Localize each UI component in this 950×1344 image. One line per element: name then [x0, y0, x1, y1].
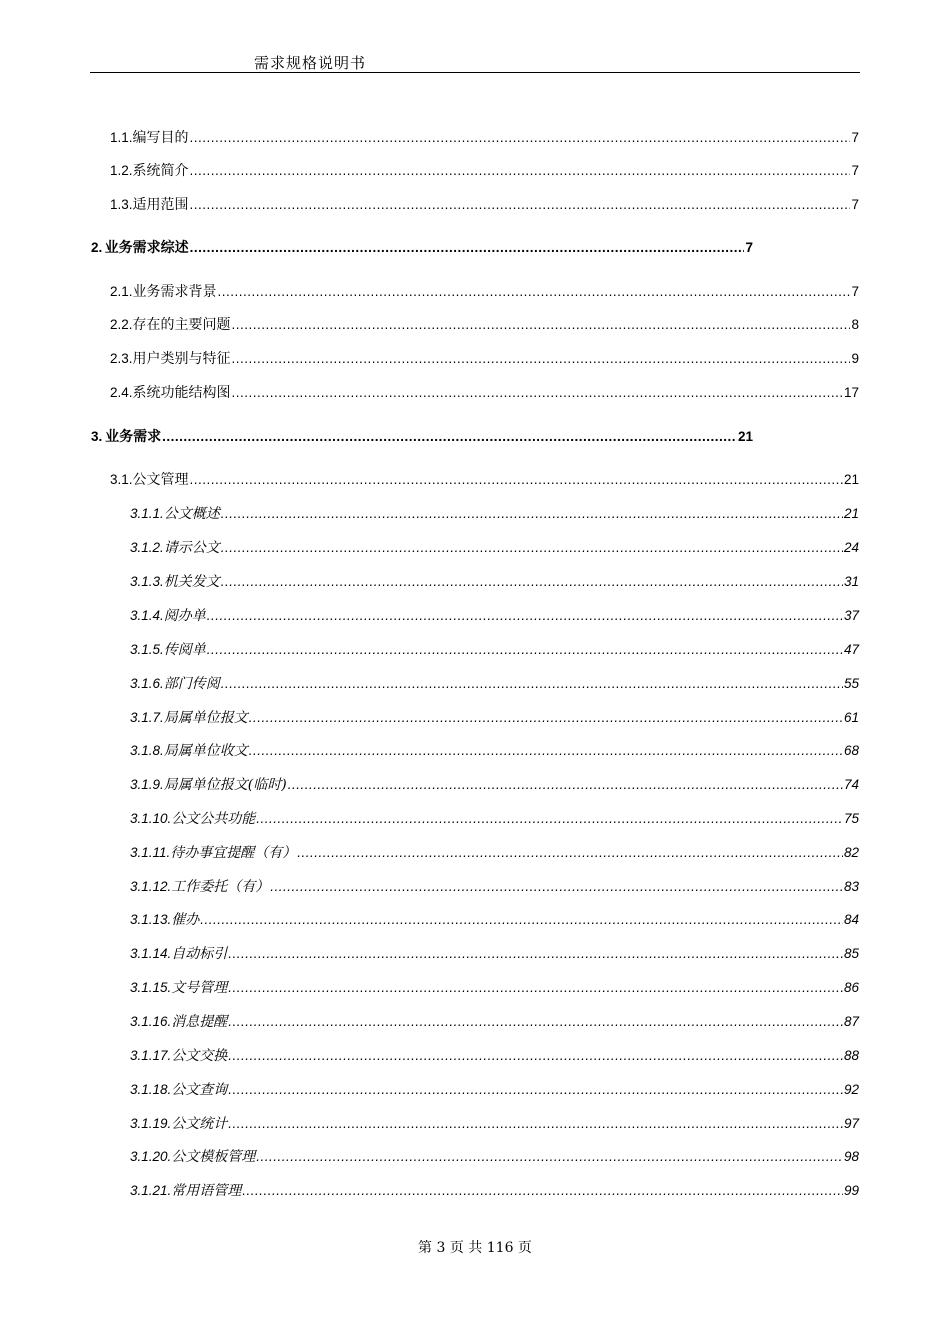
dot-leader [190, 472, 843, 487]
toc-title: 公文交换 [171, 1048, 228, 1064]
dot-leader [221, 574, 843, 589]
toc-title: 适用范围 [132, 197, 189, 213]
toc-page-number: 84 [843, 912, 859, 927]
toc-entry[interactable] [130, 808, 859, 828]
toc-title: 公文查询 [171, 1082, 228, 1098]
toc-entry[interactable] [130, 537, 859, 557]
toc-entry[interactable] [130, 1045, 859, 1065]
toc-entry[interactable] [130, 943, 859, 963]
dot-leader [256, 811, 843, 826]
dot-leader [221, 506, 843, 521]
toc-page-number: 21 [737, 429, 753, 444]
toc-entry[interactable] [130, 707, 859, 727]
toc-entry[interactable] [110, 194, 859, 214]
toc-entry[interactable] [130, 876, 859, 896]
toc-number: 3.1.13. [130, 912, 172, 927]
dot-leader [228, 1116, 843, 1131]
toc-page-number: 83 [843, 879, 859, 894]
toc-page-number: 7 [851, 197, 859, 212]
dot-leader [221, 676, 843, 691]
toc-number: 3.1.7. [130, 710, 164, 725]
toc-number: 2.3. [110, 351, 133, 366]
toc-page-number: 7 [851, 163, 859, 178]
dot-leader [249, 710, 843, 725]
toc-entry[interactable] [130, 1113, 859, 1133]
toc-number: 2. [91, 240, 103, 255]
toc-page-number: 86 [843, 980, 859, 995]
toc-entry[interactable] [130, 1011, 859, 1031]
dot-leader [218, 284, 851, 299]
toc-title: 局属单位收文 [163, 743, 248, 759]
toc-number: 3.1.21. [130, 1183, 172, 1198]
toc-page-number: 98 [843, 1149, 859, 1164]
toc-entry[interactable] [110, 348, 859, 368]
dot-leader [162, 429, 737, 444]
dot-leader [232, 351, 851, 366]
toc-title: 传阅单 [163, 642, 206, 658]
toc-number: 3.1.2. [130, 540, 164, 555]
toc-title: 存在的主要问题 [132, 317, 231, 333]
toc-entry[interactable] [130, 842, 859, 862]
dot-leader [228, 1082, 843, 1097]
toc-entry[interactable] [110, 281, 859, 301]
toc-entry[interactable] [91, 426, 753, 446]
toc-entry[interactable] [130, 740, 859, 760]
toc-page-number: 82 [843, 845, 859, 860]
toc-number: 3.1.10. [130, 811, 172, 826]
toc-title: 公文管理 [132, 472, 189, 488]
toc-number: 1.3. [110, 197, 133, 212]
toc-number: 3. [91, 429, 103, 444]
dot-leader [256, 1149, 843, 1164]
dot-leader [297, 845, 843, 860]
dot-leader [232, 317, 851, 332]
page-footer: 第 3 页 共 116 页 [418, 1240, 532, 1256]
toc-entry[interactable] [130, 503, 859, 523]
toc-page-number: 7 [745, 240, 753, 255]
toc-number: 3.1.17. [130, 1048, 172, 1063]
toc-title: 公文统计 [171, 1116, 228, 1132]
dot-leader [270, 879, 843, 894]
toc-number: 3.1.4. [130, 608, 164, 623]
dot-leader [228, 980, 843, 995]
toc-title: 消息提醒 [171, 1014, 228, 1030]
toc-title: 局属单位报文(临时) [163, 777, 287, 793]
toc-entry[interactable] [130, 977, 859, 997]
dot-leader [190, 197, 851, 212]
dot-leader [190, 130, 851, 145]
document-title: 需求规格说明书 [254, 54, 367, 72]
toc-page-number: 92 [843, 1082, 859, 1097]
toc-entry[interactable] [110, 127, 859, 147]
toc-entry[interactable] [91, 237, 753, 257]
toc-page-number: 37 [843, 608, 859, 623]
toc-title: 局属单位报文 [163, 710, 248, 726]
dot-leader [232, 385, 843, 400]
toc-page-number: 8 [851, 317, 859, 332]
toc-page-number: 24 [843, 540, 859, 555]
toc-number: 3.1.16. [130, 1014, 172, 1029]
dot-leader [207, 642, 843, 657]
toc-title: 用户类别与特征 [132, 351, 231, 367]
toc-page-number: 21 [843, 472, 859, 487]
toc-title: 阅办单 [163, 608, 206, 624]
toc-page-number: 7 [851, 130, 859, 145]
toc-number: 3.1.15. [130, 980, 172, 995]
toc-page-number: 61 [843, 710, 859, 725]
toc-page-number: 87 [843, 1014, 859, 1029]
page-header [90, 50, 860, 73]
toc-page-number: 47 [843, 642, 859, 657]
toc-number: 3.1.3. [130, 574, 164, 589]
dot-leader [242, 1183, 843, 1198]
toc-number: 3.1.19. [130, 1116, 172, 1131]
toc-number: 3.1.1. [130, 506, 164, 521]
toc-title: 催办 [171, 912, 200, 928]
toc-page-number: 97 [843, 1116, 859, 1131]
toc-entry[interactable] [110, 469, 859, 489]
toc-title: 编写目的 [132, 130, 189, 146]
toc-title: 业务需求综述 [104, 240, 189, 256]
toc-number: 2.4. [110, 385, 133, 400]
toc-title: 业务需求背景 [132, 284, 217, 300]
toc-entry[interactable] [130, 774, 859, 794]
dot-leader [228, 946, 843, 961]
dot-leader [200, 912, 843, 927]
toc-number: 2.1. [110, 284, 133, 299]
toc-title: 待办事宜提醒（有） [170, 845, 297, 861]
toc-title: 文号管理 [171, 980, 228, 996]
toc-number: 1.1. [110, 130, 133, 145]
toc-page-number: 21 [843, 506, 859, 521]
toc-entry[interactable] [130, 1146, 859, 1166]
toc-title: 系统简介 [132, 163, 189, 179]
dot-leader [221, 540, 843, 555]
toc-entry[interactable] [130, 909, 859, 929]
toc-entry[interactable] [130, 605, 859, 625]
toc-number: 3.1.9. [130, 777, 164, 792]
dot-leader [190, 240, 745, 255]
toc-title: 系统功能结构图 [132, 385, 231, 401]
toc-number: 3.1.18. [130, 1082, 172, 1097]
toc-entry[interactable] [130, 1180, 859, 1200]
toc-title: 自动标引 [171, 946, 228, 962]
toc-number: 3.1.20. [130, 1149, 172, 1164]
toc-title: 公文公共功能 [171, 811, 256, 827]
toc-page-number: 68 [843, 743, 859, 758]
toc-page-number: 99 [843, 1183, 859, 1198]
toc-entry[interactable] [110, 314, 859, 334]
toc-title: 部门传阅 [163, 676, 220, 692]
toc-number: 3.1.12. [130, 879, 172, 894]
toc-page-number: 9 [851, 351, 859, 366]
toc-number: 3.1.6. [130, 676, 164, 691]
dot-leader [207, 608, 843, 623]
toc-title: 工作委托（有） [171, 879, 270, 895]
dot-leader [228, 1014, 843, 1029]
toc-number: 1.2. [110, 163, 133, 178]
toc-number: 3.1.11. [130, 845, 171, 860]
toc-title: 机关发文 [163, 574, 220, 590]
toc-page-number: 74 [843, 777, 859, 792]
toc-title: 公文概述 [163, 506, 220, 522]
toc-title: 请示公文 [163, 540, 220, 556]
toc-entry[interactable] [130, 639, 859, 659]
toc-number: 3.1.5. [130, 642, 164, 657]
toc-page-number: 85 [843, 946, 859, 961]
dot-leader [190, 163, 851, 178]
toc-title: 公文模板管理 [171, 1149, 256, 1165]
toc-entry[interactable] [110, 382, 859, 402]
toc-page-number: 55 [843, 676, 859, 691]
toc-entry[interactable] [130, 571, 859, 591]
toc-page-number: 75 [843, 811, 859, 826]
toc-entry[interactable] [130, 1079, 859, 1099]
toc-entry[interactable] [110, 160, 859, 180]
toc-title: 业务需求 [105, 429, 162, 445]
toc-page-number: 7 [851, 284, 859, 299]
toc-number: 3.1. [110, 472, 133, 487]
toc-entry[interactable] [130, 673, 859, 693]
toc-title: 常用语管理 [171, 1183, 242, 1199]
toc-page-number: 31 [843, 574, 859, 589]
toc-number: 3.1.8. [130, 743, 164, 758]
toc-number: 2.2. [110, 317, 133, 332]
toc-page-number: 17 [843, 385, 859, 400]
dot-leader [228, 1048, 843, 1063]
dot-leader [249, 743, 843, 758]
toc-page-number: 88 [843, 1048, 859, 1063]
toc-number: 3.1.14. [130, 946, 172, 961]
dot-leader [288, 777, 843, 792]
